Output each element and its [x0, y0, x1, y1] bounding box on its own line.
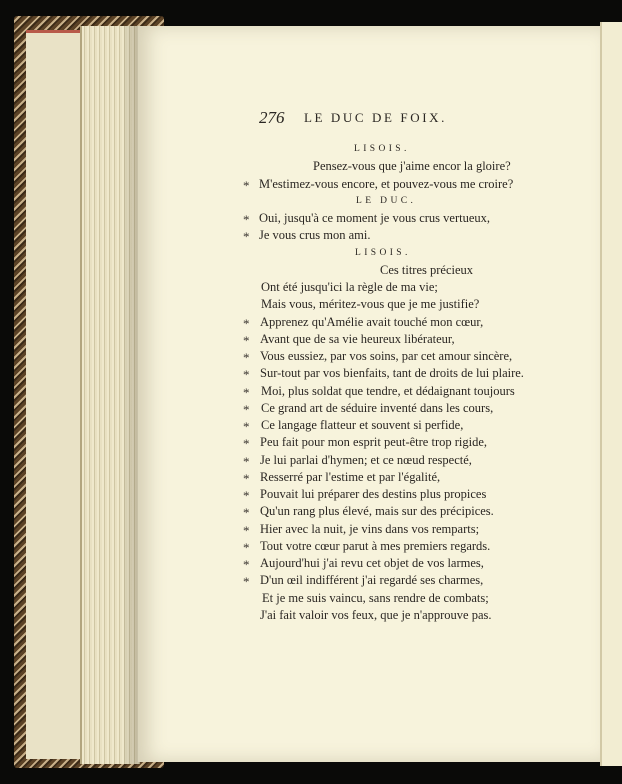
verse-line: Resserré par l'estime et par l'égalité,	[260, 469, 441, 484]
verse-line: J'ai fait valoir vos feux, que je n'approuve pas.	[260, 607, 492, 622]
verse-line: Sur-tout par vos bienfaits, tant de droits de lui plaire.	[260, 366, 524, 381]
running-title: LE DUC DE FOIX.	[304, 110, 447, 125]
verse-line: Tout votre cœur parut à mes premiers regards.	[260, 538, 491, 553]
verse-line: Ont été jusqu'ici la règle de ma vie;	[261, 280, 438, 294]
asterisk-marker: *	[243, 453, 250, 469]
verse-line: Et je me suis vaincu, sans rendre de combats;	[262, 590, 489, 605]
verse-line: Pouvait lui préparer des destins plus propices	[260, 487, 487, 501]
page-number: 276	[259, 108, 285, 127]
asterisk-marker: *	[243, 384, 250, 400]
page-header	[259, 108, 489, 128]
verse-line: M'estimez-vous encore, et pouvez-vous me croire?	[259, 176, 514, 191]
asterisk-marker: *	[243, 315, 250, 331]
verse-line: Mais vous, méritez-vous que je me justifie?	[261, 297, 480, 312]
verse-line: Ce langage flatteur et souvent si perfide,	[261, 418, 464, 432]
verse-line: Apprenez qu'Amélie avait touché mon cœur,	[260, 314, 484, 329]
verse-line: D'un œil indifférent j'ai regardé ses charmes,	[260, 573, 484, 588]
asterisk-marker: *	[243, 488, 250, 503]
asterisk-marker: *	[243, 470, 250, 486]
verse-line: Aujourd'hui j'ai revu cet objet de vos larmes,	[260, 556, 484, 570]
verse-line: Pensez-vous que j'aime encor la gloire?	[313, 159, 511, 174]
asterisk-marker: *	[243, 212, 250, 227]
asterisk-marker: *	[243, 332, 250, 348]
speaker-name: LISOIS.	[355, 247, 411, 258]
asterisk-marker: *	[243, 557, 250, 572]
verse-line: Moi, plus soldat que tendre, et dédaignant toujours	[261, 383, 515, 398]
asterisk-marker: *	[243, 505, 250, 521]
inner-cover-board	[26, 30, 88, 759]
asterisk-marker: *	[243, 177, 250, 193]
verse-line: Je lui parlai d'hymen; et ce nœud respecté,	[260, 452, 472, 467]
asterisk-marker: *	[243, 229, 250, 245]
verse-line: Peu fait pour mon esprit peut-être trop rigide,	[260, 435, 488, 450]
verse-line: Je vous crus mon ami.	[259, 228, 371, 243]
verse-line: Qu'un rang plus élevé, mais sur des précipices.	[260, 504, 494, 519]
asterisk-marker: *	[243, 436, 250, 452]
asterisk-marker: *	[243, 574, 250, 590]
speaker-name: LE DUC.	[356, 195, 417, 206]
verse-line: Oui, jusqu'à ce moment je vous crus vertueux,	[259, 211, 491, 225]
verse-line: Hier avec la nuit, je vins dans vos remparts;	[260, 521, 480, 536]
asterisk-marker: *	[243, 419, 250, 434]
asterisk-marker: *	[243, 539, 250, 555]
asterisk-marker: *	[243, 522, 250, 538]
verse-line: Vous eussiez, par vos soins, par cet amour sincère,	[260, 349, 513, 363]
speaker-name: LISOIS.	[354, 144, 410, 154]
verse-line: Ce grand art de séduire inventé dans les cours,	[261, 400, 494, 415]
asterisk-marker: *	[243, 401, 250, 417]
asterisk-marker: *	[243, 350, 250, 365]
verse-line: Ces titres précieux	[380, 262, 474, 277]
verse-line: Avant que de sa vie heureux libérateur,	[260, 331, 455, 346]
asterisk-marker: *	[243, 367, 250, 383]
